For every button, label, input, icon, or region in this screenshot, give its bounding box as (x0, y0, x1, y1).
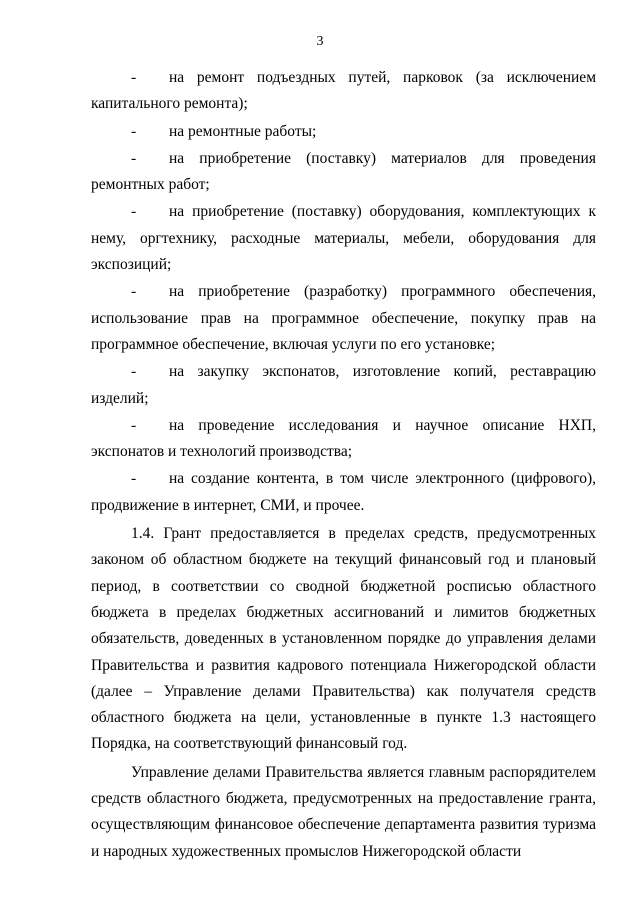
list-item-text: на приобретение (разработку) программного обеспечения, использование прав на программное обеспечение, покупку прав на программное обеспечение, включая услуги по его установке; (91, 283, 596, 353)
list-dash: - (131, 470, 137, 488)
list-dash: - (131, 122, 137, 140)
paragraph-1-4: 1.4. Грант предоставляется в пределах средств, предусмотренных законом об областном бюджете на текущий финансовый год и плановый период, в соответствии со сводной бюджетной росписью областного бюджета в пределах бюджетных ассигнований и лимитов бюджетных обязательств, доведенных в установленном порядке до управления делами Правительства и развития кадрового потенциала Нижегородской области (далее – Управление делами Правительства) как получателя средств областного бюджета на цели, установленные в пункте 1.3 настоящего Порядка, на соответствующий финансовый год. (91, 525, 596, 753)
list-item-exhibits (91, 358, 596, 412)
list-item-text: на закупку экспонатов, изготовление копий, реставрацию изделий; (91, 363, 596, 407)
list-item-content (91, 465, 596, 519)
list-dash: - (131, 69, 137, 86)
list-dash: - (131, 203, 137, 221)
list-item-text: на создание контента, в том числе электронного (цифрового), продвижение в интернет, СМИ, и прочее. (91, 470, 596, 514)
document-body (91, 64, 596, 865)
list-item-road-repair (91, 64, 596, 118)
list-dash: - (131, 149, 137, 167)
list-dash: - (131, 363, 137, 381)
list-item-materials (91, 145, 596, 199)
list-item-research (91, 412, 596, 466)
page-number: 3 (316, 34, 324, 49)
list-dash: - (131, 283, 137, 301)
list-item-text: на ремонт подъездных путей, парковок (за исключением капитального ремонта); (91, 69, 596, 113)
list-item-software (91, 278, 596, 358)
list-item-text: на приобретение (поставку) материалов для проведения ремонтных работ; (91, 149, 596, 194)
list-item-text: на ремонтные работы; (169, 122, 317, 140)
list-item-equipment (91, 198, 596, 278)
list-item-text: на проведение исследования и научное описание НХП, экспонатов и технологий производства; (91, 416, 596, 461)
list-item-text: на приобретение (поставку) оборудования, комплектующих к нему, оргтехнику, расходные материалы, мебели, оборудования для экспозиций; (91, 203, 596, 274)
list-dash: - (131, 416, 137, 434)
paragraph-main-administrator: Управление делами Правительства является главным распорядителем средств областного бюджета, предусмотренных на предоставление гранта, осуществляющим финансовое обеспечение департамента развития туризма и народных художественных промыслов Нижегородской области (91, 763, 596, 860)
list-item-repair-works (91, 118, 596, 145)
